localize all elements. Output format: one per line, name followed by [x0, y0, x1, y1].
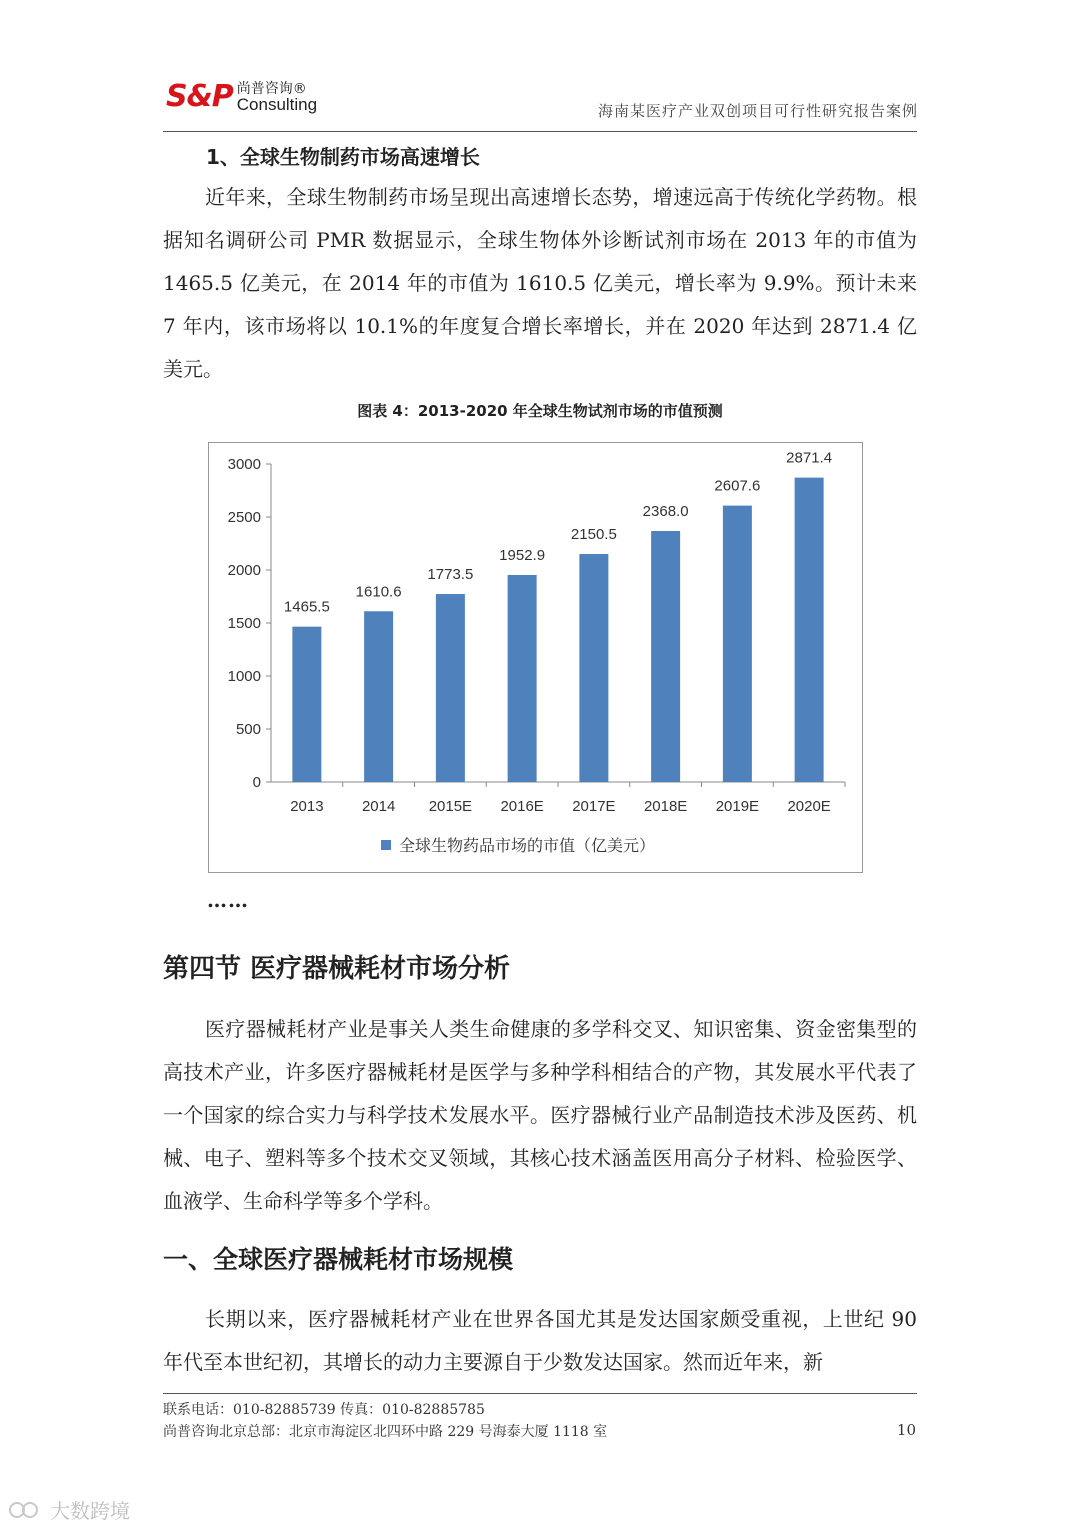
logo-english-name: Consulting — [236, 95, 318, 114]
y-tick-label: 1500 — [227, 615, 261, 632]
bar-value-label: 1773.5 — [427, 566, 474, 584]
x-tick-label: 2014 — [361, 798, 396, 815]
chapter-paragraph-medical-devices — [163, 1008, 917, 1223]
footer-divider — [163, 1393, 917, 1394]
section-heading-biopharma: 1、全球生物制药市场高速增长 — [206, 145, 480, 169]
watermark — [8, 1495, 130, 1524]
bar — [364, 611, 393, 782]
y-tick-label: 2000 — [227, 562, 261, 579]
bar — [292, 627, 321, 782]
bar-value-label: 2607.6 — [714, 477, 761, 495]
y-tick-label: 500 — [235, 721, 261, 738]
footer-address: 尚普咨询北京总部：北京市海淀区北四环中路 229 号海泰大厦 1118 室 — [163, 1424, 608, 1440]
bar — [508, 575, 537, 782]
section-paragraph-biopharma — [163, 176, 917, 391]
y-tick-label: 3000 — [227, 456, 261, 473]
bar-value-label: 1952.9 — [499, 546, 546, 564]
watermark-logo-icon — [8, 1498, 44, 1522]
figure-caption: 图表 4：2013-2020 年全球生物试剂市场的市值预测 — [357, 402, 723, 420]
x-tick-label: 2019E — [715, 798, 760, 815]
logo-mark: S&P — [166, 79, 233, 114]
legend-swatch — [381, 840, 391, 850]
bar-value-label: 2871.4 — [786, 449, 833, 467]
bar-value-label: 2150.5 — [570, 526, 617, 544]
bar — [723, 506, 752, 782]
bar — [579, 554, 608, 782]
chapter-heading-medical-devices: 第四节 医疗器械耗材市场分析 — [163, 954, 511, 984]
paragraph-text: 长期以来，医疗器械耗材产业在世界各国尤其是发达国家颇受重视，上世纪 90 年代至本世纪初，其增长的动力主要源自于少数发达国家。然而近年来，新 — [163, 1307, 917, 1374]
bar-value-label: 1465.5 — [283, 598, 330, 616]
x-tick-label: 2013 — [290, 798, 324, 815]
footer-contact: 联系电话：010-82885739 传真：010-82885785 — [163, 1402, 485, 1418]
paragraph-text: 近年来，全球生物制药市场呈现出高速增长态势，增速远高于传统化学药物。根据知名调研公司 PMR 数据显示，全球生物体外诊断试剂市场在 2013 年的市值为 1465.5 亿美元，在 2014 年的市值为 1610.5 亿美元，增长率为 9.9%。预计未来 7 年内，该市场将以 10.1%的年度复合增长率增长，并在 2020 年达到 2871.4 亿美元。 — [163, 185, 917, 381]
bar — [436, 594, 465, 782]
x-tick-label: 2017E — [572, 798, 616, 815]
document-title: 海南某医疗产业双创项目可行性研究报告案例 — [597, 102, 918, 120]
subsection-paragraph-global-market — [163, 1298, 917, 1384]
x-tick-label: 2015E — [428, 798, 473, 815]
x-tick-label: 2020E — [787, 798, 831, 815]
bar — [795, 478, 824, 782]
y-tick-label: 2500 — [227, 509, 261, 526]
subsection-heading-global-market: 一、全球医疗器械耗材市场规模 — [163, 1245, 514, 1274]
x-tick-label: 2018E — [643, 798, 688, 815]
header-divider — [163, 131, 917, 132]
company-logo — [166, 80, 317, 114]
logo-chinese-name: 尚普咨询® — [236, 81, 307, 97]
paragraph-text: 医疗器械耗材产业是事关人类生命健康的多学科交叉、知识密集、资金密集型的高技术产业，许多医疗器械耗材是医学与多种学科相结合的产物，其发展水平代表了一个国家的综合实力与科学技术发展水平。医疗器械行业产品制造技术涉及医药、机械、电子、塑料等多个技术交叉领域，其核心技术涵盖医用高分子材料、检验医学、血液学、生命科学等多个学科。 — [163, 1017, 917, 1213]
ellipsis: …… — [207, 888, 249, 912]
bar-value-label: 2368.0 — [642, 502, 689, 520]
bar — [651, 531, 680, 782]
legend-label: 全球生物药品市场的市值（亿美元） — [399, 838, 656, 855]
y-tick-label: 1000 — [227, 668, 261, 685]
y-tick-label: 0 — [252, 774, 261, 791]
bar-chart — [208, 442, 863, 873]
chart-legend — [381, 837, 655, 855]
bar-value-label: 1610.6 — [355, 583, 402, 601]
page-number: 10 — [896, 1421, 916, 1439]
watermark-text: 大数跨境 — [50, 1499, 130, 1523]
bar-chart-svg — [209, 443, 862, 872]
x-tick-label: 2016E — [500, 798, 544, 815]
logo-text — [237, 81, 317, 113]
